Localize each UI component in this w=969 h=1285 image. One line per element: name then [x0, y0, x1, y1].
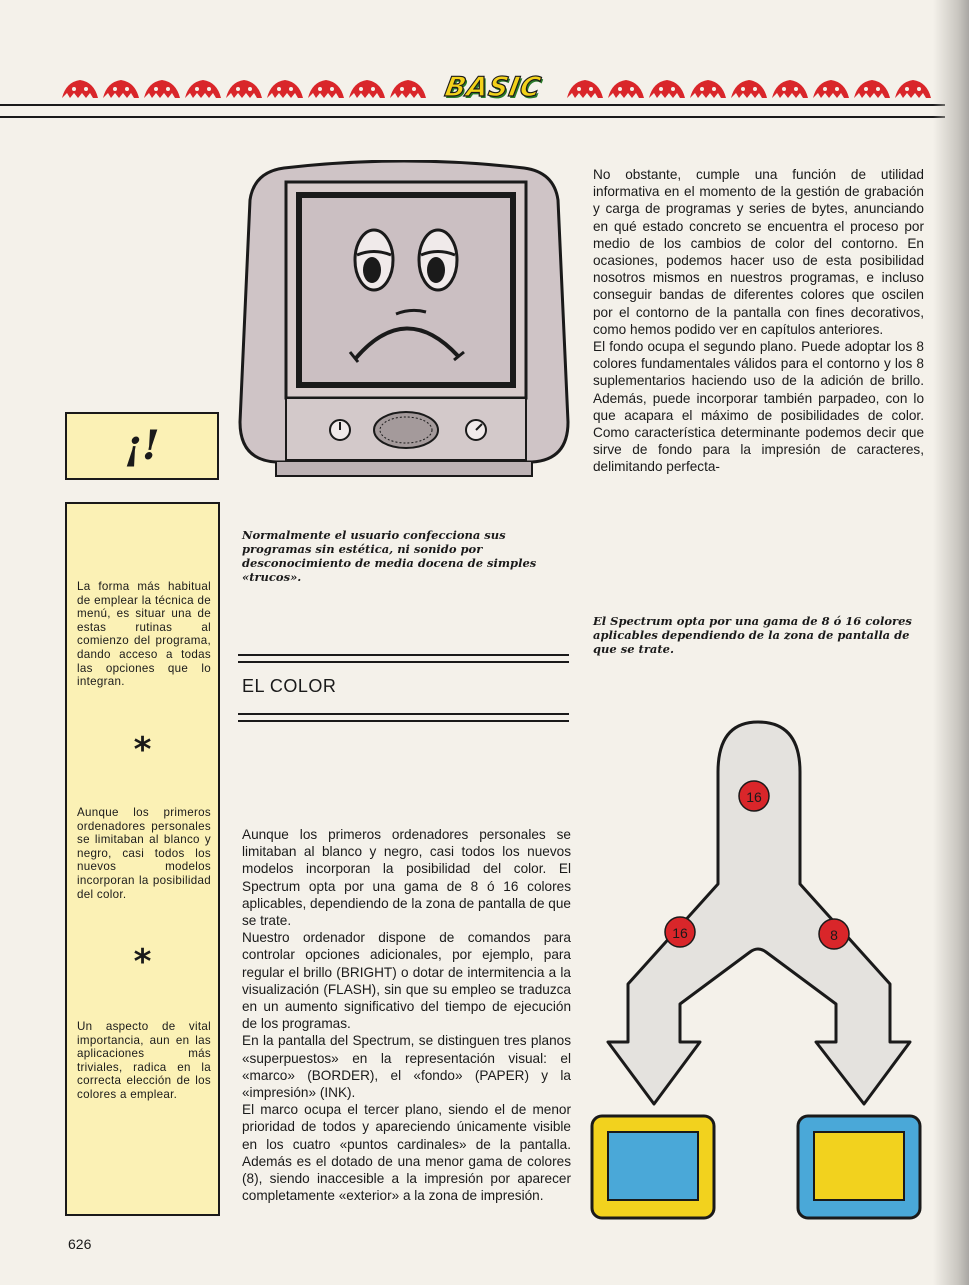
screen-blue-border	[798, 1116, 920, 1218]
badge-right	[819, 919, 849, 949]
exclamation-box: ¡!	[65, 412, 219, 480]
diagram-figure-caption: El Spectrum opta por una gama de 8 ó 16 colores aplicables dependiendo de la zona de pantalla de que se trate.	[593, 614, 912, 656]
sidebar-note: Aunque los primeros ordenadores personales se limitaban al blanco y negro, casi todos los nuevos modelos incorporan la posibilidad del color.	[77, 806, 211, 901]
svg-text:8: 8	[830, 927, 838, 943]
section-rule	[238, 713, 569, 715]
invader-row-right	[565, 74, 937, 106]
body-paragraph: El marco ocupa el tercer plano, siendo el de menor prioridad de todos y apareciendo únicamente visible en los cuatro «puntos cardinales» de la pantalla. Además es el dotado de una menor gama de colores (8), siendo inaccesible a la impresión por aparecer completamente «exterior» a la zona de impresión.	[242, 1102, 571, 1204]
body-paragraph: Aunque los primeros ordenadores personales se limitaban al blanco y negro, casi todos los nuevos modelos incorporan la posibilidad del color. El Spectrum opta por una gama de 8 ó 16 colores aplicables, dependiendo de la zona de pantalla de que se trate.	[242, 827, 571, 929]
badge-top	[739, 781, 769, 811]
asterisk-separator: *	[133, 730, 152, 770]
sidebar-note: Un aspecto de vital importancia, aun en las aplicaciones más triviales, radica en la correcta elección de los colores a emplear.	[77, 1020, 211, 1101]
svg-text:16: 16	[746, 789, 762, 805]
body-column-left	[242, 826, 571, 1204]
section-rule	[238, 654, 569, 656]
header-rule-bottom	[0, 116, 945, 118]
color-zone-diagram	[588, 712, 928, 1227]
asterisk-separator: *	[133, 942, 152, 982]
page-edge-shadow	[933, 0, 969, 1285]
section-rule	[238, 661, 569, 663]
body-paragraph: No obstante, cumple una función de utilidad informativa en el momento de la gestión de grabación y carga de programas y series de bytes, anunciando en qué estado concreto se encuentra el proceso por medio de los cambios de color del contorno. En ocasiones, podemos hacer uso de esta posibilidad nosotros mismos en nuestros programas, e incluso conseguir bandas de diferentes colores que oscilen por el contorno de la pantalla con fines decorativos, como hemos podido ver en capítulos anteriores.	[593, 167, 924, 337]
screen-yellow-border	[592, 1116, 714, 1218]
basic-logo: BASIC	[442, 72, 544, 103]
sidebar-note: La forma más habitual de emplear la técnica de menú, es situar una de estas rutinas al comienzo del programa, dando acceso a todas las opciones que lo integran.	[77, 580, 211, 689]
badge-left	[665, 917, 695, 947]
tv-figure-caption: Normalmente el usuario confecciona sus programas sin estética, ni sonido por desconocimiento de media docena de simples «trucos».	[242, 528, 537, 584]
section-rule	[238, 720, 569, 722]
body-paragraph: El fondo ocupa el segundo plano. Puede adoptar los 8 colores fundamentales válidos para el contorno y los 8 suplementarios haciendo uso de la adición de brillo. Además, puede incorporar también parpadeo, con lo que acapara el máximo de posibilidades de color. Como característica determinante podemos decir que sirve de fondo para la impresión de caracteres, delimitando perfecta-	[593, 339, 924, 475]
body-paragraph: Nuestro ordenador dispone de comandos para controlar opciones adicionales, por ejemplo, para regular el brillo (BRIGHT) o dotar de intermitencia a la visualización (FLASH), sin que su empleo se traduzca en un aumento significativo del tiempo de ejecución de los programas.	[242, 930, 571, 1032]
page-number: 626	[68, 1236, 92, 1252]
sidebar-notes-panel	[65, 502, 220, 1216]
sad-tv-illustration	[236, 160, 572, 490]
body-column-right	[593, 166, 924, 476]
invader-decoration-icon	[60, 74, 432, 104]
section-title: EL COLOR	[242, 676, 337, 696]
svg-text:16: 16	[672, 925, 688, 941]
invader-decoration-icon	[565, 74, 937, 104]
invader-row-left	[60, 74, 432, 106]
body-paragraph: En la pantalla del Spectrum, se distinguen tres planos «superpuestos» en la representación visual: el «marco» (BORDER), el «fondo» (PAPER) y la «impresión» (INK).	[242, 1033, 571, 1101]
